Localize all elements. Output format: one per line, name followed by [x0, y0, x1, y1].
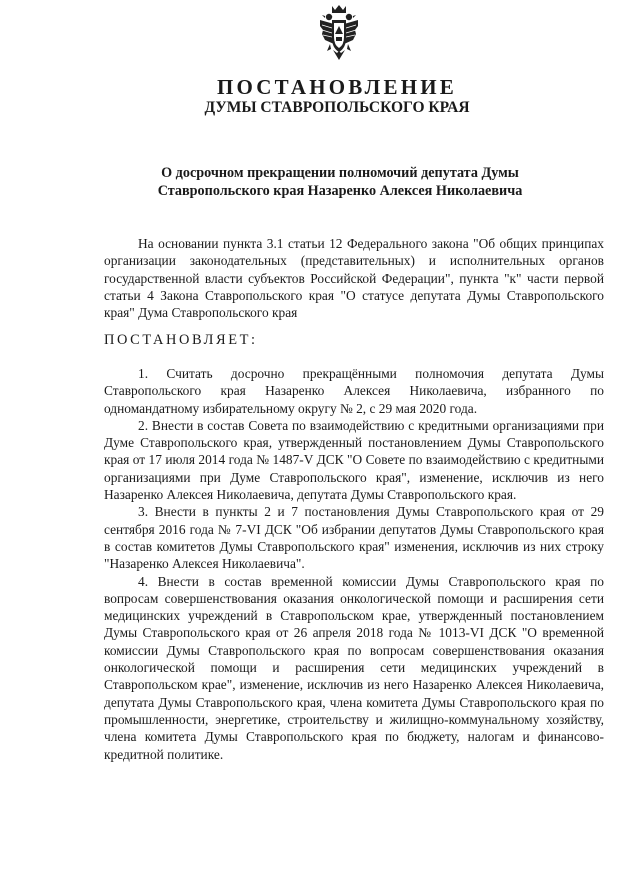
resolution-item-4: 4. Внести в состав временной комиссии Думы Ставропольского края по вопросам совершенствования оказания онкологической помощи и расширения сети медицинских учреждений в Ставропольском крае, утвержденный постановлением Думы Ставропольского края от 26 апреля 2018 года № 1013-VI ДСК "О временной комиссии Думы Ставропольского края по вопросам совершенствования оказания онкологической помощи и расширения сети медицинских учреждений в Ставропольском крае", изменение, исключив из него Назаренко Алексея Николаевича, депутата Думы Ставропольского края, члена комитета Думы Ставропольского края по промышленности, энергетике, строительству и жилищно-коммунальному хозяйству, члена комитета Думы Ставропольского края по бюджету, налогам и финансово-кредитной политике.	[104, 573, 604, 762]
document-subject-title: О досрочном прекращении полномочий депутата Думы Ставропольского края Назаренко Алексея Николаевича	[157, 165, 523, 199]
resolves-heading: ПОСТАНОВЛЯЕТ:	[104, 332, 258, 348]
resolution-items	[104, 365, 604, 763]
preamble-paragraph: На основании пункта 3.1 статьи 12 Федерального закона "Об общих принципах организации законодательных (представительных) и исполнительных органов государственной власти субъектов Российской Федерации", пункта "к" части первой статьи 4 Закона Ставропольского края "О статусе депутата Думы Ставропольского края" Дума Ставропольского края	[104, 236, 604, 321]
issuing-authority: ДУМЫ СТАВРОПОЛЬСКОГО КРАЯ	[204, 99, 470, 116]
stavropol-coat-of-arms-icon	[319, 4, 359, 62]
resolution-item-1: 1. Считать досрочно прекращёнными полномочия депутата Думы Ставропольского края Назаренко Алексея Николаевича, избранного по одномандатному избирательному округу № 2, с 29 мая 2020 года.	[104, 366, 604, 416]
preamble	[104, 235, 604, 321]
resolution-item-3: 3. Внести в пункты 2 и 7 постановления Думы Ставропольского края от 29 сентября 2016 года № 7-VI ДСК "Об избрании депутатов Думы Ставропольского края в состав комитетов Думы Ставропольского края" изменения, исключив из них строку "Назаренко Алексея Николаевича".	[104, 504, 604, 572]
document-type-heading: ПОСТАНОВЛЕНИЕ	[216, 75, 458, 99]
resolution-item-2: 2. Внести в состав Совета по взаимодействию с кредитными организациями при Думе Ставропольского края, утвержденный постановлением Думы Ставропольского края от 17 июля 2014 года № 1487-V ДСК "О Совете по взаимодействию с кредитными организациями при Думе Ставропольского края", изменение, исключив из него Назаренко Алексея Николаевича, депутата Думы Ставропольского края.	[104, 417, 604, 503]
